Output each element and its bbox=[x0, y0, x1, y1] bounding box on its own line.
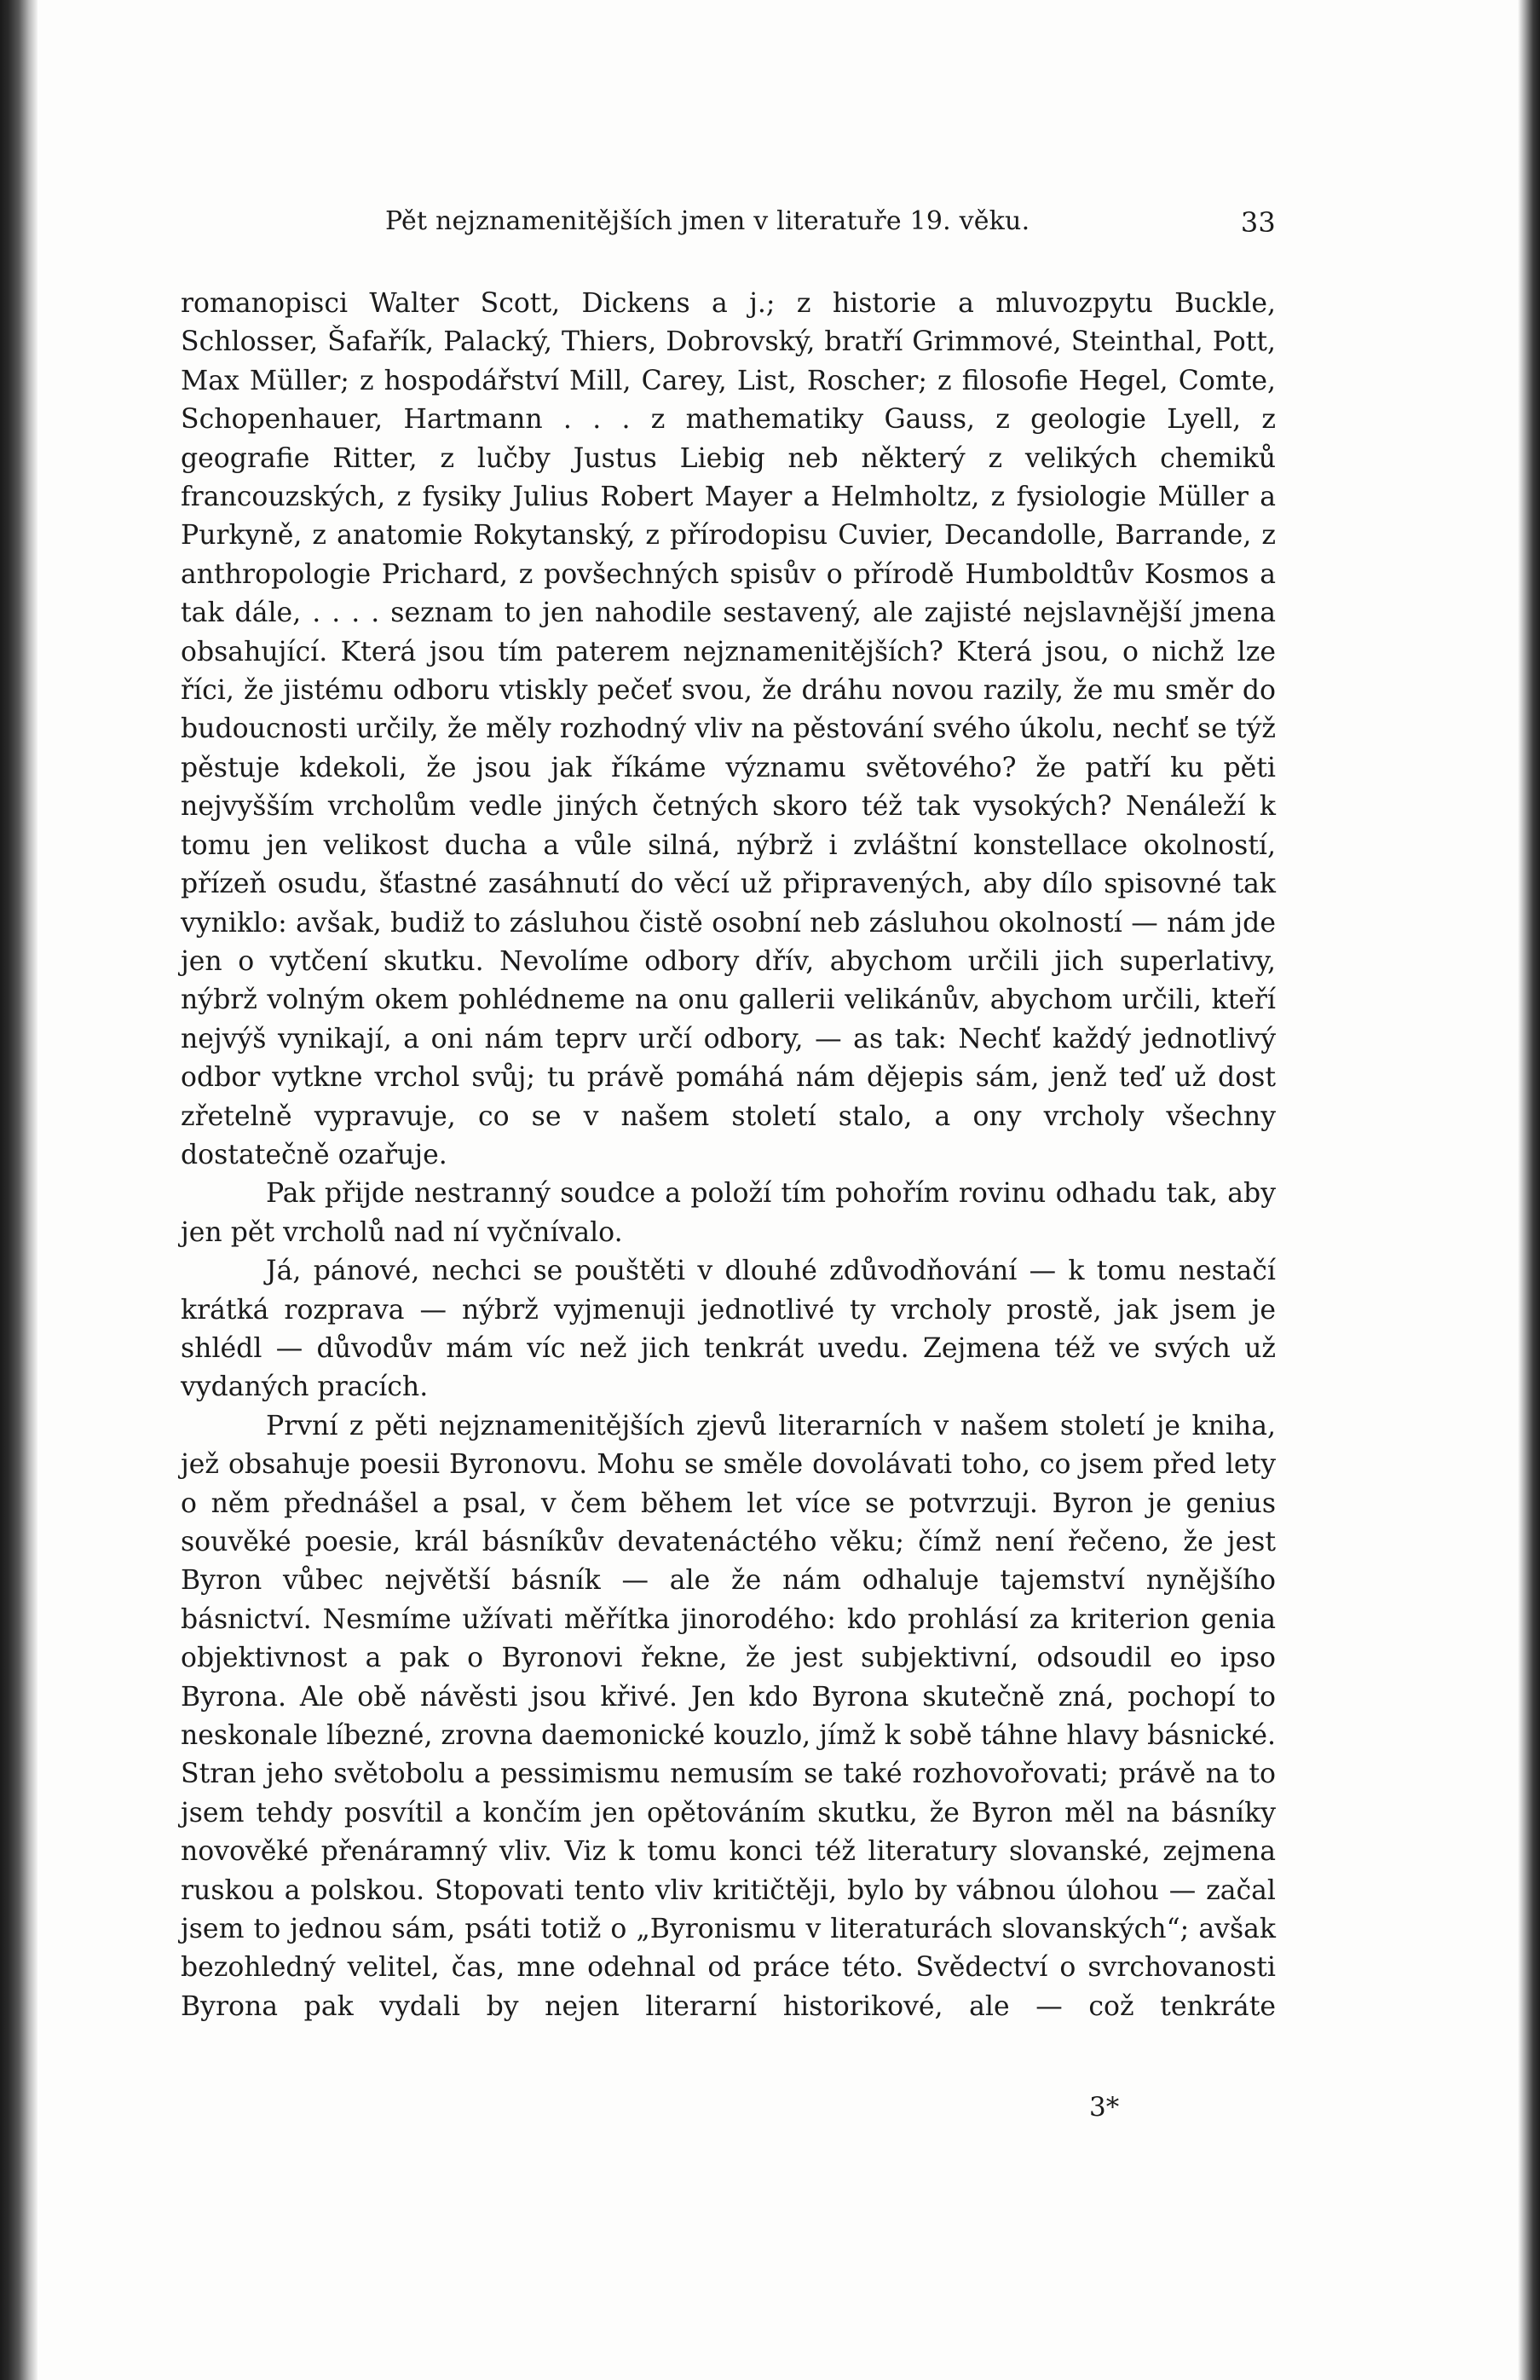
book-page bbox=[181, 194, 1276, 2325]
signature-mark: 3* bbox=[1089, 2092, 1120, 2123]
page-header bbox=[181, 194, 1276, 249]
paragraph: První z pěti nejznamenitějších zjevů literarních v našem století je kniha, jež obsahuje poesii Byronovu. Mohu se směle dovolávati toho, co jsem před lety o něm přednášel a psal, v čem během let více se potvrzuji. Byron je genius souvěké poesie, král básníkův devatenáctého věku; čímž není řečeno, že jest Byron vůbec největší básník — ale že nám odhaluje tajemství nynějšího básnictví. Nesmíme užívati měřítka jinorodého: kdo prohlásí za kriterion genia objektivnost a pak o Byronovi řekne, že jest subjektivní, odsoudil eo ipso Byrona. Ale obě návěsti jsou křivé. Jen kdo Byrona skutečně zná, pochopí to neskonale líbezné, zrovna daemonické kouzlo, jímž k sobě táhne hlavy básnické. Stran jeho světobolu a pessimismu nemusím se také rozhovořovati; právě na to jsem tehdy posvítil a končím jen opětováním skutku, že Byron měl na básníky novověké přenáramný vliv. Viz k tomu konci též literatury slovanské, zejmena ruskou a polskou. Stopovati tento vliv kritičtěji, bylo by vábnou úlohou — začal jsem to jednou sám, psáti totiž o „Byronismu v literaturách slovanských“; avšak bezohledný velitel, čas, mne odehnal od práce této. Svědectví o svrchovanosti Byrona pak vydali by nejen literarní historikové, ale — což tenkráte bbox=[181, 1410, 1276, 2022]
scan-edge-shadow bbox=[1518, 0, 1540, 2380]
body-text bbox=[181, 285, 1276, 2026]
paragraph: Já, pánové, nechci se pouštěti v dlouhé zdůvodňování — k tomu nestačí krátká rozprava — nýbrž vyjmenuji jednotlivé ty vrcholy prostě, jak jsem je shlédl — důvodův mám víc než jich tenkrát uvedu. Zejmena též ve svých už vydaných pracích. bbox=[181, 1256, 1276, 1403]
paragraph: romanopisci Walter Scott, Dickens a j.; z historie a mluvozpytu Buckle, Schlosser, Šafařík, Palacký, Thiers, Dobrovský, bratří Grimmové, Steinthal, Pott, Max Müller; z hospodářství Mill, Carey, List, Roscher; z filosofie Hegel, Comte, Schopenhauer, Hartmann . . . z mathematiky Gauss, z geologie Lyell, z geografie Ritter, z lučby Justus Liebig neb některý z velikých chemiků francouzských, z fysiky Julius Robert Mayer a Helmholtz, z fysiologie Müller a Purkyně, z anatomie Rokytanský, z přírodopisu Cuvier, Decandolle, Barrande, z anthropologie Prichard, z povšechných spisův o přírodě Humboldtův Kosmos a tak dále, . . . . seznam to jen nahodile sestavený, ale zajisté nejslavnější jmena obsahující. Která jsou tím paterem nejznamenitějších? Která jsou, o nichž lze říci, že jistému odboru vtiskly pečeť svou, že dráhu novou razily, že mu směr do budoucnosti určily, že měly rozhodný vliv na pěstování svého úkolu, nechť se týž pěstuje kdekoli, že jsou jak říkáme významu světového? že patří ku pěti nejvyšším vrcholům vedle jiných četných skoro též tak vysokých? Nenáleží k tomu jen velikost ducha a vůle silná, nýbrž i zvláštní konstellace okolností, přízeň osudu, šťastné zasáhnutí do věcí už připravených, aby dílo spisovné tak vyniklo: avšak, budiž to zásluhou čistě osobní neb zásluhou okolností — nám jde jen o vytčení skutku. Nevolíme odbory dřív, abychom určili jich superlativy, nýbrž volným okem pohlédneme na onu gallerii velikánův, abychom určili, kteří nejvýš vynikají, a oni nám teprv určí odbory, — as tak: Nechť každý jednotlivý odbor vytkne vrchol svůj; tu právě pomáhá nám dějepis sám, jenž teď už dost zřetelně vypravuje, co se v našem století stalo, a ony vrcholy všechny dostatečně ozařuje. bbox=[181, 288, 1276, 1170]
page-number: 33 bbox=[1240, 206, 1276, 239]
scan-binding-shadow bbox=[0, 0, 37, 2380]
running-head: Pět nejznamenitějších jmen v literatuře 19. věku. bbox=[385, 206, 1030, 236]
paragraph: Pak přijde nestranný soudce a položí tím pohořím rovinu odhadu tak, aby jen pět vrcholů nad ní vyčnívalo. bbox=[181, 1178, 1276, 1248]
